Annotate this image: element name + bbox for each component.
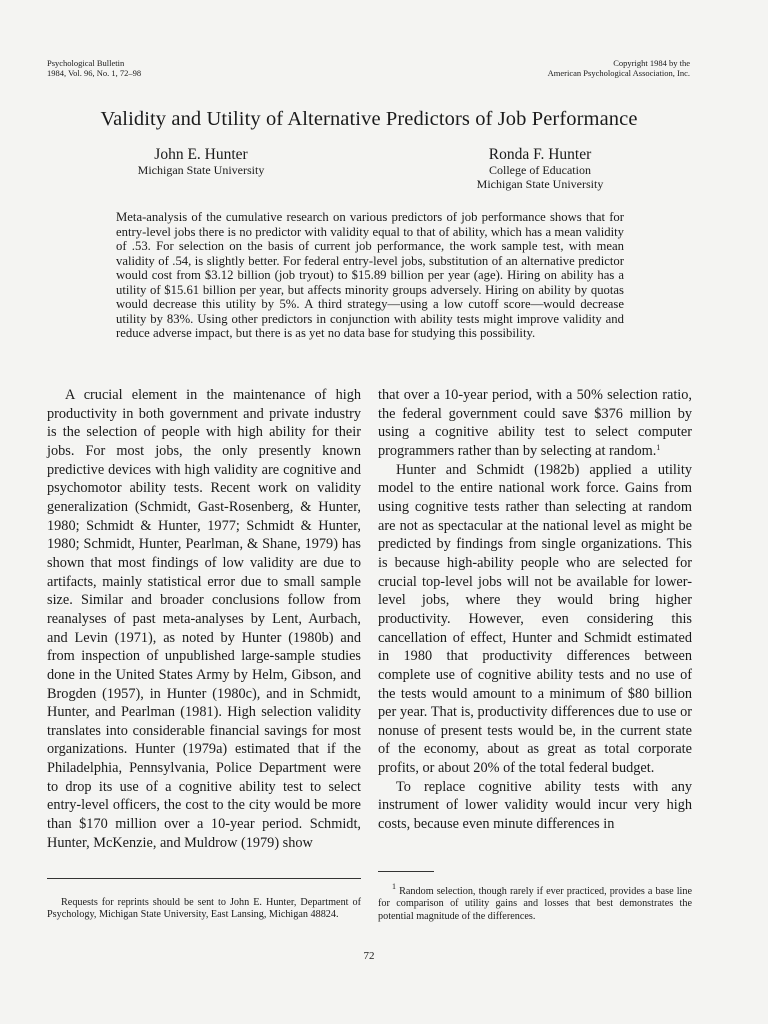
author-block-1 <box>110 146 292 177</box>
copyright-line: Copyright 1984 by the <box>613 58 690 68</box>
page-number: 72 <box>363 950 375 962</box>
author-affiliation: College of Education <box>489 163 591 177</box>
footnote-marker: 1 <box>656 442 661 452</box>
author-name: Ronda F. Hunter <box>488 146 592 163</box>
journal-issue: 1984, Vol. 96, No. 1, 72–98 <box>47 68 142 78</box>
reprint-footnote: Requests for reprints should be sent to John E. Hunter, Department of Psychology, Michigan State University, East Lansing, Michigan 48824. <box>47 897 361 921</box>
author-block-2 <box>440 146 640 191</box>
article-title: Validity and Utility of Alternative Predictors of Job Performance <box>100 108 638 130</box>
footnote-divider-right <box>378 871 434 872</box>
footnote-1 <box>378 882 692 923</box>
body-paragraph <box>378 386 692 461</box>
author-name: John E. Hunter <box>154 146 248 163</box>
publisher-line: American Psychological Association, Inc. <box>547 68 690 78</box>
body-column-right <box>378 386 692 834</box>
author-affiliation: Michigan State University <box>476 177 604 191</box>
footnote-divider-left <box>47 878 361 879</box>
footnote-text: Random selection, though rarely if ever practiced, provides a base line for comparison of utility gains and losses that best demonstrates the potential magnitude of the differences. <box>378 886 692 922</box>
body-paragraph: Hunter and Schmidt (1982b) applied a utility model to the entire national work force. Gains from using cognitive tests rather than selecting at random are not as spectacular at the national level as might be predicted by findings from single organizations. This is because high-ability people who are selected for crucial top-level jobs will not be available for lower-level jobs, where they would bring higher productivity. However, even considering this cancellation of effect, Hunter and Schmidt estimated in 1980 that productivity differences between complete use of cognitive ability tests and no use of the tests would amount to a minimum of $80 billion per year. That is, productivity differences due to use or nonuse of present tests would be, in the current state of the economy, about as great as total corporate profits, or about 20% of the total federal budget. <box>378 461 692 777</box>
journal-name: Psychological Bulletin <box>47 58 125 68</box>
journal-header-right <box>548 58 690 78</box>
body-paragraph: A crucial element in the maintenance of high productivity in both government and private industry is the selection of people with high ability for their jobs. For most jobs, the only presently known predictive devices with high validity are cognitive and psychomotor ability tests. Recent work on validity generalization (Schmidt, Gast-Rosenberg, & Hunter, 1980; Schmidt & Hunter, 1977; Schmidt & Hunter, 1980; Schmidt, Hunter, Pearlman, & Shane, 1979) has shown that most findings of low validity are due to artifacts, mainly statistical error due to small sample size. Similar and broader conclusions follow from reanalyses of past meta-analyses by Lent, Aurbach, and Levin (1971), as noted by Hunter (1980b) and from inspection of unpublished large-sample studies done in the United States Army by Helm, Gibson, and Brogden (1957), in Hunter (1980c), and in Schmidt, Hunter, and Pearlman (1981). High selection validity translates into considerable financial savings for most organizations. Hunter (1979a) estimated that if the Philadelphia, Pennsylvania, Police Department were to drop its use of a cognitive ability test to select entry-level officers, the cost to the city would be more than $170 million over a 10-year period. Schmidt, Hunter, McKenzie, and Muldrow (1979) show <box>47 387 361 851</box>
author-affiliation: Michigan State University <box>137 163 265 177</box>
body-column-left <box>47 386 361 852</box>
footnote-number: 1 <box>392 882 396 891</box>
paragraph-text: that over a 10-year period, with a 50% selection ratio, the federal government could save $376 million by using a cognitive ability test to select computer programmers rather than by selecting at random. <box>378 387 692 459</box>
body-paragraph: To replace cognitive ability tests with any instrument of lower validity would incur very high costs, because even minute differences in <box>378 778 692 833</box>
journal-header-left <box>47 58 141 78</box>
abstract: Meta-analysis of the cumulative research on various predictors of job performance shows that for entry-level jobs there is no predictor with validity equal to that of ability, which has a mean validity of .53. For selection on the basis of current job performance, the work sample test, with mean validity of .54, is slightly better. For federal entry-level jobs, substitution of an alternative predictor would cost from $3.12 billion (job tryout) to $15.89 billion per year (age). Hiring on ability has a utility of $15.61 billion per year, but affects minority groups adversely. Hiring on ability by quotas would decrease this utility by 5%. A third strategy—using a low cutoff score—would decrease utility by 83%. Using other predictors in conjunction with ability tests might improve validity and reduce adverse impact, but there is as yet no data base for studying this possibility. <box>116 210 624 341</box>
